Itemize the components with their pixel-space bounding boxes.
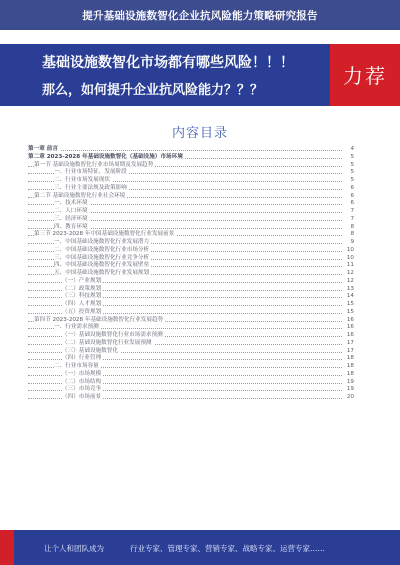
toc-entry[interactable] xyxy=(28,247,354,255)
toc-entry[interactable] xyxy=(28,355,354,363)
toc-entry-page: 11 xyxy=(346,262,354,269)
toc-entry-label: （一）基础设施数智化行业市场需求预测 xyxy=(62,332,163,338)
toc-entry[interactable] xyxy=(28,208,354,216)
banner-headline: 基础设施数智化市场都有哪些风险！！！ xyxy=(42,55,294,71)
toc-leader-dots xyxy=(28,150,342,151)
toc-entry-label: 第一章 前言 xyxy=(28,146,58,152)
toc-entry-page: 20 xyxy=(346,394,354,400)
toc-entry-page: 5 xyxy=(350,169,354,176)
toc-entry[interactable] xyxy=(28,371,354,379)
toc-entry-label: （二）市场结构 xyxy=(62,378,102,385)
toc-entry-page: 6 xyxy=(350,184,354,191)
toc-entry-page: 5 xyxy=(350,153,354,160)
toc-entry[interactable] xyxy=(28,394,354,402)
toc-entry[interactable] xyxy=(28,185,354,193)
toc-entry[interactable] xyxy=(28,216,354,224)
toc-entry[interactable] xyxy=(28,154,354,162)
toc-entry-label: （四）行业管理 xyxy=(62,355,102,362)
toc-entry-label: 二、行业市场发展现状 xyxy=(54,177,110,183)
toc-entry-label: （一）产业规划 xyxy=(62,277,102,284)
toc-entry[interactable] xyxy=(28,332,354,340)
toc-entry-label: 第二节 基础设施数智化行业社会环境 xyxy=(34,192,126,199)
toc-entry-label: （三）基础设施数智化 xyxy=(62,347,118,354)
toc-entry[interactable] xyxy=(28,324,354,332)
toc-entry[interactable] xyxy=(28,386,354,394)
toc-entry-label: 一、行业市场特征、发展阶段 xyxy=(54,169,127,176)
toc-entry-page: 9 xyxy=(350,239,354,245)
toc-entry-label: 第四节 2023-2028 年基础设施数智化行业发展趋势 xyxy=(34,316,164,323)
toc-entry-label: 二、中国基础设施数智化行业市场分析 xyxy=(54,246,150,253)
toc-entry-label: （二）基础设施数智化行业发展预测 xyxy=(62,339,152,346)
toc-entry-page: 10 xyxy=(346,246,354,253)
toc-entry-label: （四）人才规划 xyxy=(62,301,102,307)
toc-entry-page: 18 xyxy=(346,355,354,362)
toc-entry-label: 五、中国基础设施数智化行业发展规划 xyxy=(54,270,150,276)
toc-entry-label: 二、人口环境 xyxy=(54,208,88,214)
footer-bar xyxy=(0,530,400,565)
table-of-contents xyxy=(28,146,354,402)
recommend-badge-label: 力荐 xyxy=(343,64,387,88)
recommend-badge xyxy=(330,44,400,106)
toc-entry[interactable] xyxy=(28,293,354,301)
toc-entry-label: 四、中国基础设施数智化行业发展壁垒 xyxy=(54,262,150,269)
toc-entry[interactable] xyxy=(28,340,354,348)
toc-entry[interactable] xyxy=(28,363,354,371)
toc-entry-page: 19 xyxy=(346,378,354,385)
toc-entry-label: 三、经济环境 xyxy=(54,215,88,222)
toc-entry-page: 15 xyxy=(346,308,354,315)
toc-entry-page: 14 xyxy=(346,293,354,300)
toc-entry[interactable] xyxy=(28,270,354,278)
toc-entry[interactable] xyxy=(28,301,354,309)
footer-accent xyxy=(0,530,14,565)
toc-entry[interactable] xyxy=(28,239,354,247)
toc-entry-page: 5 xyxy=(350,161,354,168)
toc-entry[interactable] xyxy=(28,309,354,317)
toc-entry-label: 一、行业需求预测 xyxy=(54,324,99,331)
toc-entry-label: （四）市场前景 xyxy=(62,394,102,400)
toc-entry-label: 三、中国基础设施数智化行业竞争分析 xyxy=(54,254,150,261)
toc-entry[interactable] xyxy=(28,177,354,185)
toc-entry[interactable] xyxy=(28,169,354,177)
toc-entry-label: 第三节 2023-2028 年中国基础设施数智化行业发展前景 xyxy=(34,231,175,238)
promo-banner xyxy=(0,44,400,106)
toc-entry-label: （二）政策规划 xyxy=(62,285,102,292)
toc-entry-label: 二、行业市场容量 xyxy=(54,363,99,369)
toc-entry[interactable] xyxy=(28,262,354,270)
footer-tagline: 行业专家、管理专家、营销专家、战略专家、运营专家…… xyxy=(130,544,325,553)
toc-entry-page: 10 xyxy=(346,254,354,261)
toc-entry-label: 第二章 2023-2028 年基础设施数智化（基础设施）市场环境 xyxy=(28,153,183,160)
toc-entry-page: 19 xyxy=(346,386,354,393)
toc-entry-label: （一）市场规模 xyxy=(62,370,102,377)
toc-title: 内容目录 xyxy=(171,126,228,141)
toc-entry-page: 7 xyxy=(350,215,354,222)
toc-entry-page: 13 xyxy=(346,285,354,292)
toc-entry-page: 18 xyxy=(346,370,354,377)
toc-entry-label: （五）投资规划 xyxy=(62,308,102,315)
toc-entry-label: 第一节 基础设施数智化行业市场周期及发展趋势 xyxy=(34,161,154,168)
toc-entry-page: 12 xyxy=(346,277,354,284)
toc-entry-page: 8 xyxy=(350,231,354,238)
toc-entry-label: （三）市场竞争 xyxy=(62,386,102,393)
toc-entry[interactable] xyxy=(28,200,354,208)
banner-subheadline: 那么，如何提升企业抗风险能力？？？ xyxy=(42,83,264,98)
toc-entry-page: 6 xyxy=(350,192,354,199)
toc-entry-page: 18 xyxy=(346,363,354,369)
toc-entry-page: 5 xyxy=(350,177,354,183)
toc-entry-label: 一、中国基础设施数智化行业发展潜力 xyxy=(54,239,150,245)
report-header-bar xyxy=(0,0,400,30)
toc-entry-label: 一、技术环境 xyxy=(54,200,88,207)
toc-entry-page: 6 xyxy=(350,200,354,207)
report-title: 提升基础设施数智化企业抗风险能力策略研究报告 xyxy=(82,10,318,22)
toc-entry-label: 三、行业主要法规及政策影响 xyxy=(54,184,127,191)
toc-entry-page: 7 xyxy=(350,208,354,214)
toc-entry-page: 16 xyxy=(346,332,354,338)
toc-entry[interactable] xyxy=(28,146,354,154)
toc-entry-page: 8 xyxy=(350,223,354,230)
toc-entry[interactable] xyxy=(28,278,354,286)
toc-entry-page: 12 xyxy=(346,270,354,276)
toc-entry-page: 16 xyxy=(346,316,354,323)
toc-entry-page: 16 xyxy=(346,324,354,331)
toc-entry[interactable] xyxy=(28,231,354,239)
toc-entry-page: 15 xyxy=(346,301,354,307)
toc-entry-label: （三）科技规划 xyxy=(62,293,102,300)
toc-entry-page: 17 xyxy=(346,347,354,354)
toc-entry-label: 四、教育环境 xyxy=(54,223,88,230)
toc-entry-page: 4 xyxy=(350,146,354,152)
toc-entry-page: 17 xyxy=(346,339,354,346)
footer-slogan: 让个人和团队成为 xyxy=(44,544,104,553)
